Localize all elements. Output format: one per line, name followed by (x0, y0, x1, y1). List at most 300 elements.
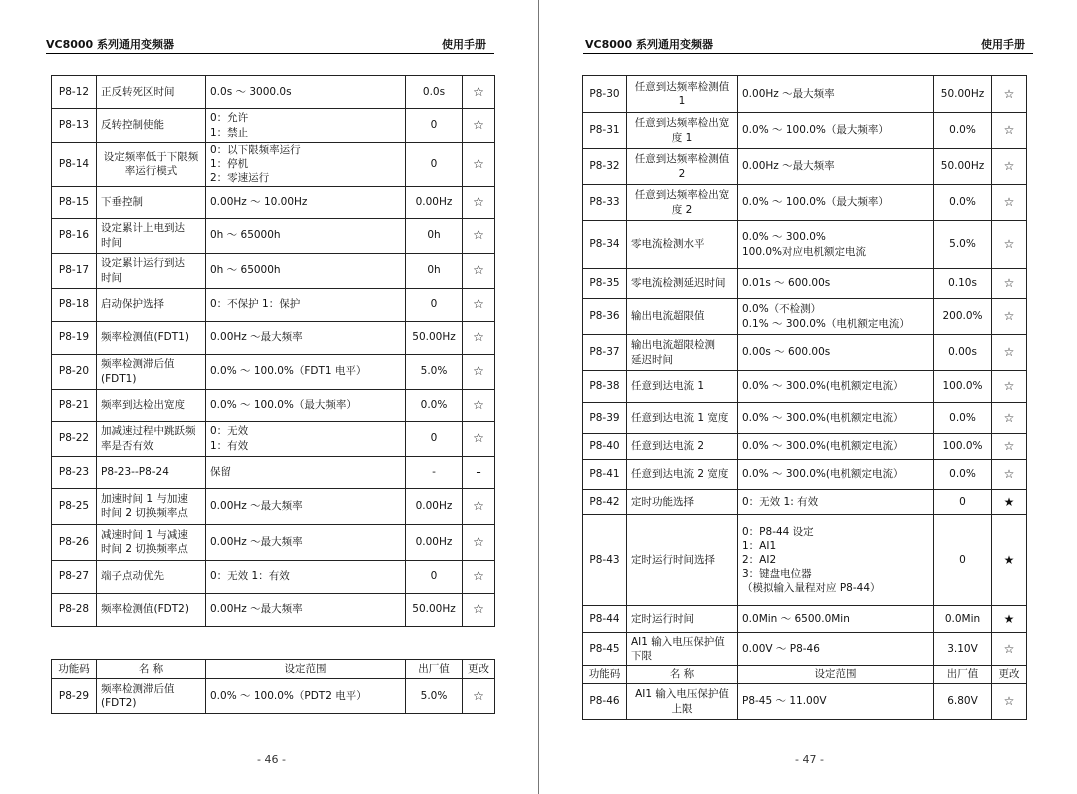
table-row (583, 515, 1027, 606)
param-code: P8-36 (583, 299, 627, 335)
param-range-line: 0.0Min ～ 6500.0Min (742, 612, 850, 625)
param-range (206, 354, 406, 389)
param-name-line: 上限 (671, 702, 693, 715)
param-default: 0h (406, 253, 463, 288)
param-name-line: 零电流检测延迟时间 (631, 277, 726, 290)
table-row (583, 434, 1027, 460)
param-range-line: 0.0% ～ 100.0%（最大频率） (742, 196, 889, 209)
param-range (206, 421, 406, 456)
param-name-line: 时间 (101, 236, 122, 249)
param-code: P8-33 (583, 185, 627, 221)
param-default: 3.10V (934, 633, 992, 666)
param-range-line: 0.00Hz ～最大频率 (210, 499, 303, 512)
param-code: P8-15 (52, 186, 97, 218)
change-flag-icon: ☆ (992, 684, 1027, 720)
param-range-line: 0：以下限频率运行 (210, 144, 301, 156)
param-name-line: 延迟时间 (631, 353, 673, 366)
param-name (627, 460, 738, 490)
param-default: 0 (406, 421, 463, 456)
change-flag-icon: ☆ (992, 185, 1027, 221)
param-code: P8-38 (583, 371, 627, 403)
param-name (627, 221, 738, 269)
param-name (627, 299, 738, 335)
change-flag-icon: ☆ (992, 434, 1027, 460)
param-name-line: 零电流检测水平 (631, 238, 705, 251)
param-range (206, 76, 406, 109)
header-manual-label: 使用手册 (442, 38, 486, 51)
param-range (738, 403, 934, 434)
param-name (627, 434, 738, 460)
param-range-line: 0：无效 1：有效 (210, 570, 290, 583)
table-row (52, 288, 495, 321)
param-range-line: 0.0% ～ 100.0%（最大频率） (742, 124, 889, 137)
param-range-line: 0h ～ 65000h (210, 229, 281, 242)
change-flag-icon: ☆ (992, 149, 1027, 185)
header-title: VC8000 系列通用变频器 (46, 38, 175, 51)
param-default: 50.00Hz (934, 76, 992, 113)
param-range-line: 0.00Hz ～最大频率 (742, 87, 835, 100)
header-rule (583, 53, 1033, 54)
table-row (52, 389, 495, 421)
table-row (583, 113, 1027, 149)
table-row (583, 633, 1027, 666)
param-code: P8-27 (52, 560, 97, 593)
param-range-line: 0.00Hz ～ 10.00Hz (210, 195, 308, 208)
change-flag-icon: ☆ (463, 524, 495, 560)
table-row (52, 186, 495, 218)
param-name (97, 321, 206, 354)
param-name-line: 任意到达电流 1 宽度 (631, 411, 729, 424)
change-flag-icon: ☆ (992, 299, 1027, 335)
change-flag-icon: ☆ (463, 389, 495, 421)
param-range-line: 0h ～ 65000h (210, 264, 281, 277)
param-default: 0.00Hz (406, 186, 463, 218)
param-name-line: 时间 2 切换频率点 (101, 543, 188, 556)
param-name-line: P8-23--P8-24 (101, 465, 169, 478)
param-default: 6.80V (934, 684, 992, 720)
param-range-line: 0.0%（不检测） (742, 303, 822, 316)
table-row (52, 456, 495, 488)
param-name (627, 113, 738, 149)
param-default: 0 (406, 560, 463, 593)
change-flag-icon: ☆ (992, 221, 1027, 269)
col-header-default: 出厂值 (406, 660, 463, 679)
param-range-line: 2：零速运行 (210, 172, 270, 185)
param-range-line: 0.0% ～ 300.0%(电机额定电流） (742, 440, 904, 453)
param-range (738, 460, 934, 490)
col-header-code: 功能码 (52, 660, 97, 679)
page-number: - 46 - (257, 753, 286, 766)
change-flag-icon: ☆ (992, 113, 1027, 149)
param-range-line: 0.0% ～ 300.0%(电机额定电流） (742, 380, 904, 393)
param-range (206, 560, 406, 593)
right-page (539, 0, 1077, 794)
table-row (583, 490, 1027, 515)
param-name (97, 186, 206, 218)
param-range-line: 0.0% ～ 300.0%(电机额定电流） (742, 468, 904, 481)
table-row (52, 488, 495, 524)
param-default: 0.0Min (934, 606, 992, 633)
param-name-line: 定时运行时间 (631, 612, 694, 625)
col-header-code: 功能码 (583, 666, 627, 684)
param-default: 100.0% (934, 371, 992, 403)
param-default: 0.00Hz (406, 524, 463, 560)
param-name-line: 定时运行时间选择 (631, 553, 715, 566)
table-row (583, 221, 1027, 269)
param-name-line: 度 1 (671, 131, 693, 144)
param-range (738, 606, 934, 633)
param-range (206, 488, 406, 524)
param-code: P8-45 (583, 633, 627, 666)
param-range (738, 113, 934, 149)
param-name-line: AI1 输入电压保护值 (631, 635, 725, 648)
param-name-line: 启动保护选择 (101, 298, 164, 311)
table-row (583, 606, 1027, 633)
param-name-line: 任意到达电流 2 宽度 (631, 468, 729, 481)
param-default: 5.0% (406, 679, 463, 714)
parameter-table (51, 75, 495, 627)
param-name (97, 354, 206, 389)
change-flag-icon: ☆ (992, 403, 1027, 434)
param-range-line: 0：无效 1: 有效 (742, 495, 819, 508)
param-name (627, 403, 738, 434)
table-row (52, 421, 495, 456)
change-flag-icon: ☆ (992, 371, 1027, 403)
param-range-line: 0：允许 (210, 112, 249, 125)
header-rule (46, 53, 494, 54)
change-flag-icon: ★ (992, 515, 1027, 606)
param-range-line: 3：键盘电位器 (742, 568, 812, 581)
param-range-line: 0.01s ～ 600.00s (742, 277, 831, 290)
param-default: 0.0s (406, 76, 463, 109)
table-row (52, 354, 495, 389)
header-manual-label: 使用手册 (981, 38, 1025, 51)
param-code: P8-12 (52, 76, 97, 109)
param-code: P8-14 (52, 143, 97, 187)
param-range (738, 633, 934, 666)
param-code: P8-30 (583, 76, 627, 113)
param-name-line: 1 (678, 95, 686, 107)
change-flag-icon: ★ (992, 606, 1027, 633)
table-header-row (583, 666, 1027, 684)
param-code: P8-34 (583, 221, 627, 269)
change-flag-icon: ☆ (992, 335, 1027, 371)
param-name (97, 76, 206, 109)
change-flag-icon: ☆ (992, 633, 1027, 666)
change-flag-icon: - (463, 456, 495, 488)
change-flag-icon: ☆ (463, 143, 495, 187)
param-code: P8-25 (52, 488, 97, 524)
param-range-line: 保留 (210, 465, 231, 478)
table-row (583, 269, 1027, 299)
change-flag-icon: ☆ (463, 218, 495, 253)
col-header-range: 设定范围 (738, 666, 934, 684)
param-default: 50.00Hz (934, 149, 992, 185)
change-flag-icon: ☆ (463, 488, 495, 524)
param-range (738, 371, 934, 403)
table-row (52, 679, 495, 714)
param-default: 0.0% (934, 403, 992, 434)
param-name (627, 515, 738, 606)
param-name-line: AI1 输入电压保护值 (635, 688, 729, 701)
param-name-line: (FDT1) (101, 372, 137, 385)
param-name (627, 149, 738, 185)
param-default: 200.0% (934, 299, 992, 335)
param-range (738, 299, 934, 335)
param-range (206, 288, 406, 321)
change-flag-icon: ☆ (463, 354, 495, 389)
param-code: P8-31 (583, 113, 627, 149)
param-range (738, 490, 934, 515)
param-range (206, 321, 406, 354)
param-default: 5.0% (406, 354, 463, 389)
param-name-line: 度 2 (671, 203, 693, 216)
param-range-line: 0：无效 (210, 425, 249, 438)
param-default: 0 (934, 515, 992, 606)
param-default: 0.10s (934, 269, 992, 299)
param-name-line: 2 (678, 167, 686, 180)
table-row (52, 524, 495, 560)
col-header-change: 更改 (463, 660, 495, 679)
param-range (738, 185, 934, 221)
param-range-line: P8-45 ～ 11.00V (742, 695, 827, 708)
change-flag-icon: ☆ (463, 253, 495, 288)
param-range-line: 1：停机 (210, 158, 249, 171)
param-name-line: 任意到达电流 1 (631, 380, 705, 393)
param-name (97, 593, 206, 626)
param-code: P8-21 (52, 389, 97, 421)
param-range (206, 524, 406, 560)
param-name-line: 设定累计上电到达 (101, 222, 185, 235)
param-default: 5.0% (934, 221, 992, 269)
param-code: P8-26 (52, 524, 97, 560)
change-flag-icon: ☆ (992, 76, 1027, 113)
param-name (97, 218, 206, 253)
param-name-line: 任意到达频率检出宽 (634, 117, 730, 130)
param-range-line: 0.00Hz ～最大频率 (210, 603, 303, 616)
param-name (97, 109, 206, 143)
change-flag-icon: ☆ (463, 186, 495, 218)
param-name-line: 时间 (101, 271, 122, 284)
col-header-change: 更改 (992, 666, 1027, 684)
param-name-line: 任意到达频率检测值 (634, 80, 730, 93)
param-name (627, 269, 738, 299)
param-range (738, 335, 934, 371)
table-row (52, 143, 495, 187)
param-range-line: 0.00V ～ P8-46 (742, 642, 820, 655)
param-name-line: 频率到达检出宽度 (101, 398, 185, 411)
param-name-line: 设定累计运行到达 (101, 257, 185, 270)
param-range (206, 679, 406, 714)
param-range (738, 221, 934, 269)
param-name (97, 456, 206, 488)
param-name (97, 253, 206, 288)
param-code: P8-16 (52, 218, 97, 253)
change-flag-icon: ☆ (463, 288, 495, 321)
param-code: P8-18 (52, 288, 97, 321)
param-name (627, 633, 738, 666)
param-range (738, 684, 934, 720)
table-row (52, 593, 495, 626)
table-row (52, 218, 495, 253)
param-name-line: 反转控制使能 (101, 119, 164, 132)
param-code: P8-44 (583, 606, 627, 633)
param-default: 0.0% (406, 389, 463, 421)
param-default: 0.0% (934, 460, 992, 490)
param-name-line: 频率检测滞后值 (101, 682, 175, 695)
change-flag-icon: ☆ (463, 109, 495, 143)
param-range-line: 2：AI2 (742, 553, 777, 566)
parameter-table-continued (51, 659, 495, 714)
col-header-name: 名 称 (627, 666, 738, 684)
param-default: 0.0% (934, 185, 992, 221)
param-code: P8-43 (583, 515, 627, 606)
param-name-line: 下垂控制 (101, 195, 143, 208)
left-page (0, 0, 538, 794)
change-flag-icon: ☆ (463, 421, 495, 456)
param-range-line: 0.00Hz ～最大频率 (210, 535, 303, 548)
param-code: P8-35 (583, 269, 627, 299)
param-range-line: 0：P8-44 设定 (742, 525, 814, 538)
table-row (583, 185, 1027, 221)
param-code: P8-41 (583, 460, 627, 490)
param-range-line: 0：不保护 1：保护 (210, 298, 301, 311)
param-code: P8-20 (52, 354, 97, 389)
param-range (738, 149, 934, 185)
param-name (627, 371, 738, 403)
param-name (97, 389, 206, 421)
param-range-line: 0.00Hz ～最大频率 (210, 331, 303, 344)
param-code: P8-39 (583, 403, 627, 434)
param-range (206, 253, 406, 288)
param-name-line: 输出电流超限值 (631, 310, 705, 323)
table-row (583, 684, 1027, 720)
param-range (738, 434, 934, 460)
param-range-line: 1：有效 (210, 439, 249, 452)
page-number: - 47 - (795, 753, 824, 766)
param-code: P8-22 (52, 421, 97, 456)
change-flag-icon: ☆ (463, 679, 495, 714)
param-range-line: 0.0% ～ 100.0%（PDT2 电平） (210, 689, 367, 702)
param-code: P8-17 (52, 253, 97, 288)
table-header-row (52, 660, 495, 679)
param-name (97, 560, 206, 593)
table-row (52, 560, 495, 593)
param-name-line: 输出电流超限检测 (631, 339, 715, 352)
param-range-line: 0.1% ～ 300.0%（电机额定电流） (742, 317, 910, 330)
table-row (52, 109, 495, 143)
param-default: 50.00Hz (406, 321, 463, 354)
col-header-name: 名 称 (97, 660, 206, 679)
change-flag-icon: ★ (992, 490, 1027, 515)
param-code: P8-23 (52, 456, 97, 488)
param-range-line: 0.0s ～ 3000.0s (210, 85, 292, 98)
param-name-line: 加减速过程中跳跃频 (101, 425, 196, 438)
param-name-line: 减速时间 1 与减速 (101, 528, 188, 541)
param-name (627, 490, 738, 515)
param-name-line: 任意到达电流 2 (631, 440, 705, 453)
param-code: P8-19 (52, 321, 97, 354)
change-flag-icon: ☆ (463, 593, 495, 626)
param-range (206, 593, 406, 626)
change-flag-icon: ☆ (992, 269, 1027, 299)
param-default: 0 (406, 109, 463, 143)
param-range-line: 0.00s ～ 600.00s (742, 346, 831, 359)
table-row (583, 335, 1027, 371)
param-default: 0h (406, 218, 463, 253)
param-range-line: 100.0%对应电机额定电流 (742, 245, 867, 258)
param-range (738, 515, 934, 606)
col-header-range: 设定范围 (206, 660, 406, 679)
change-flag-icon: ☆ (992, 460, 1027, 490)
param-default: 0 (406, 143, 463, 187)
param-name (97, 143, 206, 187)
param-range (206, 186, 406, 218)
param-name (97, 679, 206, 714)
param-range-line: （模拟输入量程对应 P8-44） (742, 582, 881, 595)
param-range (206, 389, 406, 421)
param-name-line: 设定频率低于下限频 (103, 151, 199, 164)
param-range-line: 0.0% ～ 300.0%(电机额定电流） (742, 411, 904, 424)
param-default: 50.00Hz (406, 593, 463, 626)
param-name-line: 频率检测值(FDT2) (101, 603, 189, 616)
param-code: P8-46 (583, 684, 627, 720)
param-name-line: 定时功能选择 (631, 495, 694, 508)
param-default: 0 (406, 288, 463, 321)
param-name (627, 185, 738, 221)
table-row (583, 76, 1027, 113)
table-row (583, 371, 1027, 403)
param-name-line: 率运行模式 (124, 165, 178, 178)
param-range (206, 143, 406, 187)
param-default: 0 (934, 490, 992, 515)
param-name-line: 率是否有效 (101, 439, 154, 452)
table-row (52, 253, 495, 288)
param-name-line: 加速时间 1 与加速 (101, 492, 188, 505)
param-range-line: 0.0% ～ 100.0%（最大频率） (210, 398, 357, 411)
param-name (627, 76, 738, 113)
param-name-line: 下限 (631, 650, 652, 662)
param-name (627, 335, 738, 371)
param-default: 0.0% (934, 113, 992, 149)
param-code: P8-37 (583, 335, 627, 371)
param-range (738, 76, 934, 113)
table-row (52, 321, 495, 354)
param-default: 0.00s (934, 335, 992, 371)
param-code: P8-13 (52, 109, 97, 143)
table-row (583, 460, 1027, 490)
table-row (583, 149, 1027, 185)
param-code: P8-40 (583, 434, 627, 460)
param-name (97, 488, 206, 524)
param-name (97, 421, 206, 456)
param-name-line: 频率检测值(FDT1) (101, 331, 189, 344)
param-default: 100.0% (934, 434, 992, 460)
table-row (583, 299, 1027, 335)
table-row (52, 76, 495, 109)
param-name-line: 正反转死区时间 (101, 85, 175, 98)
param-code: P8-29 (52, 679, 97, 714)
param-range-line: 0.00Hz ～最大频率 (742, 160, 835, 173)
param-default: - (406, 456, 463, 488)
header-title: VC8000 系列通用变频器 (585, 38, 714, 51)
param-name (627, 606, 738, 633)
param-default: 0.00Hz (406, 488, 463, 524)
param-range (206, 456, 406, 488)
param-range-line: 1：AI1 (742, 539, 777, 552)
change-flag-icon: ☆ (463, 76, 495, 109)
param-range (206, 109, 406, 143)
